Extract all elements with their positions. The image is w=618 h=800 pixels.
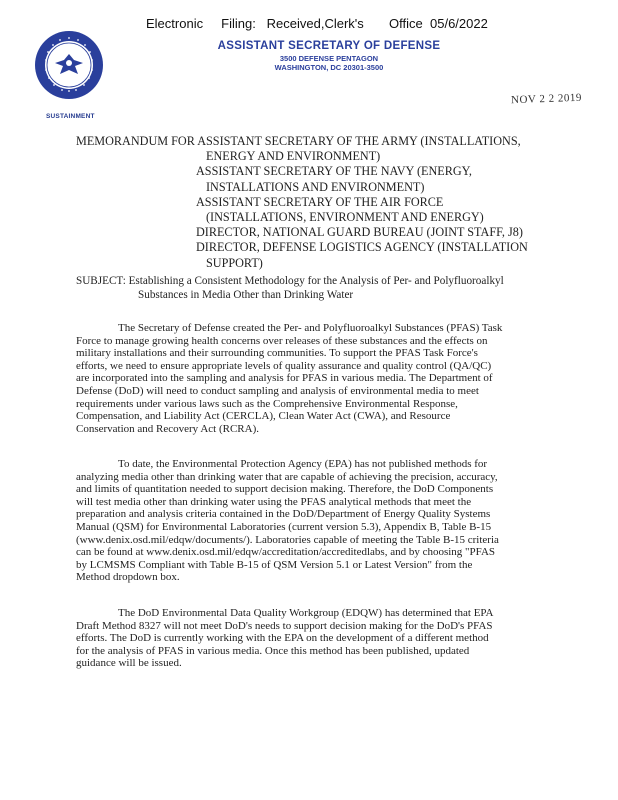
paragraph-line: analyzing media other than drinking water that are capable of achieving the precision, accuracy, — [76, 470, 498, 483]
paragraph-epa-methods — [76, 458, 566, 584]
electronic-filing-header: Electronic Filing: Received,Clerk's Office 05/6/2022 — [146, 16, 488, 31]
paragraph-line: requirements under various laws such as the Comprehensive Environmental Response, — [76, 397, 458, 410]
memo-line: MEMORANDUM FOR ASSISTANT SECRETARY OF THE ARMY (INSTALLATIONS, — [76, 134, 521, 148]
paragraph-line: The DoD Environmental Data Quality Workgroup (EDQW) has determined that EPA — [118, 607, 494, 619]
letterhead — [0, 40, 618, 72]
address-line-2: WASHINGTON, DC 20301-3500 — [274, 63, 384, 72]
paragraph-line: for the analysis of PFAS in various media. Once this method has been published, updated — [76, 644, 470, 657]
paragraph-line: by LCMSMS Compliant with Table B-15 of QSM Version 5.1 or Latest Version" from the — [76, 558, 473, 571]
paragraph-line: Conservation and Recovery Act (RCRA). — [76, 422, 259, 435]
paragraph-line: Method dropdown box. — [76, 571, 180, 584]
paragraph-task-force — [76, 322, 566, 435]
paragraph-line: Force to manage growing health concerns over releases of these substances and the effects on — [76, 334, 488, 347]
paragraph-line: (www.denix.osd.mil/edqw/documents/). Laboratories capable of meeting the Table B-15 criteria — [76, 533, 499, 546]
memo-line: ASSISTANT SECRETARY OF THE NAVY (ENERGY, — [196, 164, 472, 179]
paragraph-edqw — [76, 607, 566, 670]
memo-line: INSTALLATIONS AND ENVIRONMENT) — [206, 179, 425, 194]
paragraph-line: efforts, we need to ensure appropriate levels of quality assurance and quality control (QA/QC) — [76, 359, 492, 372]
paragraph-line: preparation and analysis criteria contained in the DoD/Department of Energy Quality Systems — [76, 508, 491, 521]
paragraph-line: To date, the Environmental Protection Agency (EPA) has not published methods for — [118, 458, 488, 470]
subject-line: Substances in Media Other than Drinking Water — [138, 289, 354, 301]
subject-block — [76, 274, 504, 302]
sustainment-label: SUSTAINMENT — [46, 113, 95, 120]
paragraph-line: military installations and their surrounding communities. To support the PFAS Task Force's — [76, 347, 478, 360]
paragraph-line: efforts. The DoD is currently working with the EPA on the development of a different method — [76, 632, 489, 645]
memo-line: SUPPORT) — [206, 255, 263, 270]
paragraph-line: are incorporated into the sampling and analysis for PFAS in various media. The Department of — [76, 372, 493, 385]
office-title: ASSISTANT SECRETARY OF DEFENSE — [217, 40, 441, 52]
memo-line: DIRECTOR, DEFENSE LOGISTICS AGENCY (INSTALLATION — [196, 240, 528, 255]
subject-line: SUBJECT: Establishing a Consistent Methodology for the Analysis of Per- and Polyfluoroalkyl — [76, 275, 504, 287]
paragraph-line: will test media other than drinking water using the PFAS analytical methods that meet the — [76, 495, 472, 508]
address-line-1: 3500 DEFENSE PENTAGON — [279, 54, 379, 63]
paragraph-line: Compensation, and Liability Act (CERCLA), Clean Water Act (CWA), and Resource — [76, 410, 451, 423]
memo-line: (INSTALLATIONS, ENVIRONMENT AND ENERGY) — [206, 210, 484, 225]
paragraph-line: Defense (DoD) will need to conduct sampling and analysis of environmental media to meet — [76, 384, 479, 397]
paragraph-line: and limits of quantitation needed to support decision making. Therefore, the DoD Components — [76, 483, 494, 496]
paragraph-line: Manual (QSM) for Environmental Laboratories (current version 5.3), Appendix B, Table B-15 — [76, 520, 492, 533]
memo-line: ENERGY AND ENVIRONMENT) — [206, 149, 381, 164]
paragraph-line: The Secretary of Defense created the Per- and Polyfluoroalkyl Substances (PFAS) Task — [118, 322, 503, 334]
paragraph-line: Draft Method 8327 will not meet DoD's needs to support decision making for the DoD's PFAS — [76, 619, 493, 632]
date-stamp: NOV 2 2 2019 — [510, 91, 583, 107]
paragraph-line: guidance will be issued. — [76, 657, 182, 670]
memo-line: DIRECTOR, NATIONAL GUARD BUREAU (JOINT STAFF, J8) — [196, 225, 523, 240]
memo-line: ASSISTANT SECRETARY OF THE AIR FORCE — [196, 194, 444, 209]
memorandum-addressees — [76, 134, 528, 271]
paragraph-line: can be found at www.denix.osd.mil/edqw/accreditation/accreditedlabs, and by choosing "PFAS — [76, 546, 496, 559]
